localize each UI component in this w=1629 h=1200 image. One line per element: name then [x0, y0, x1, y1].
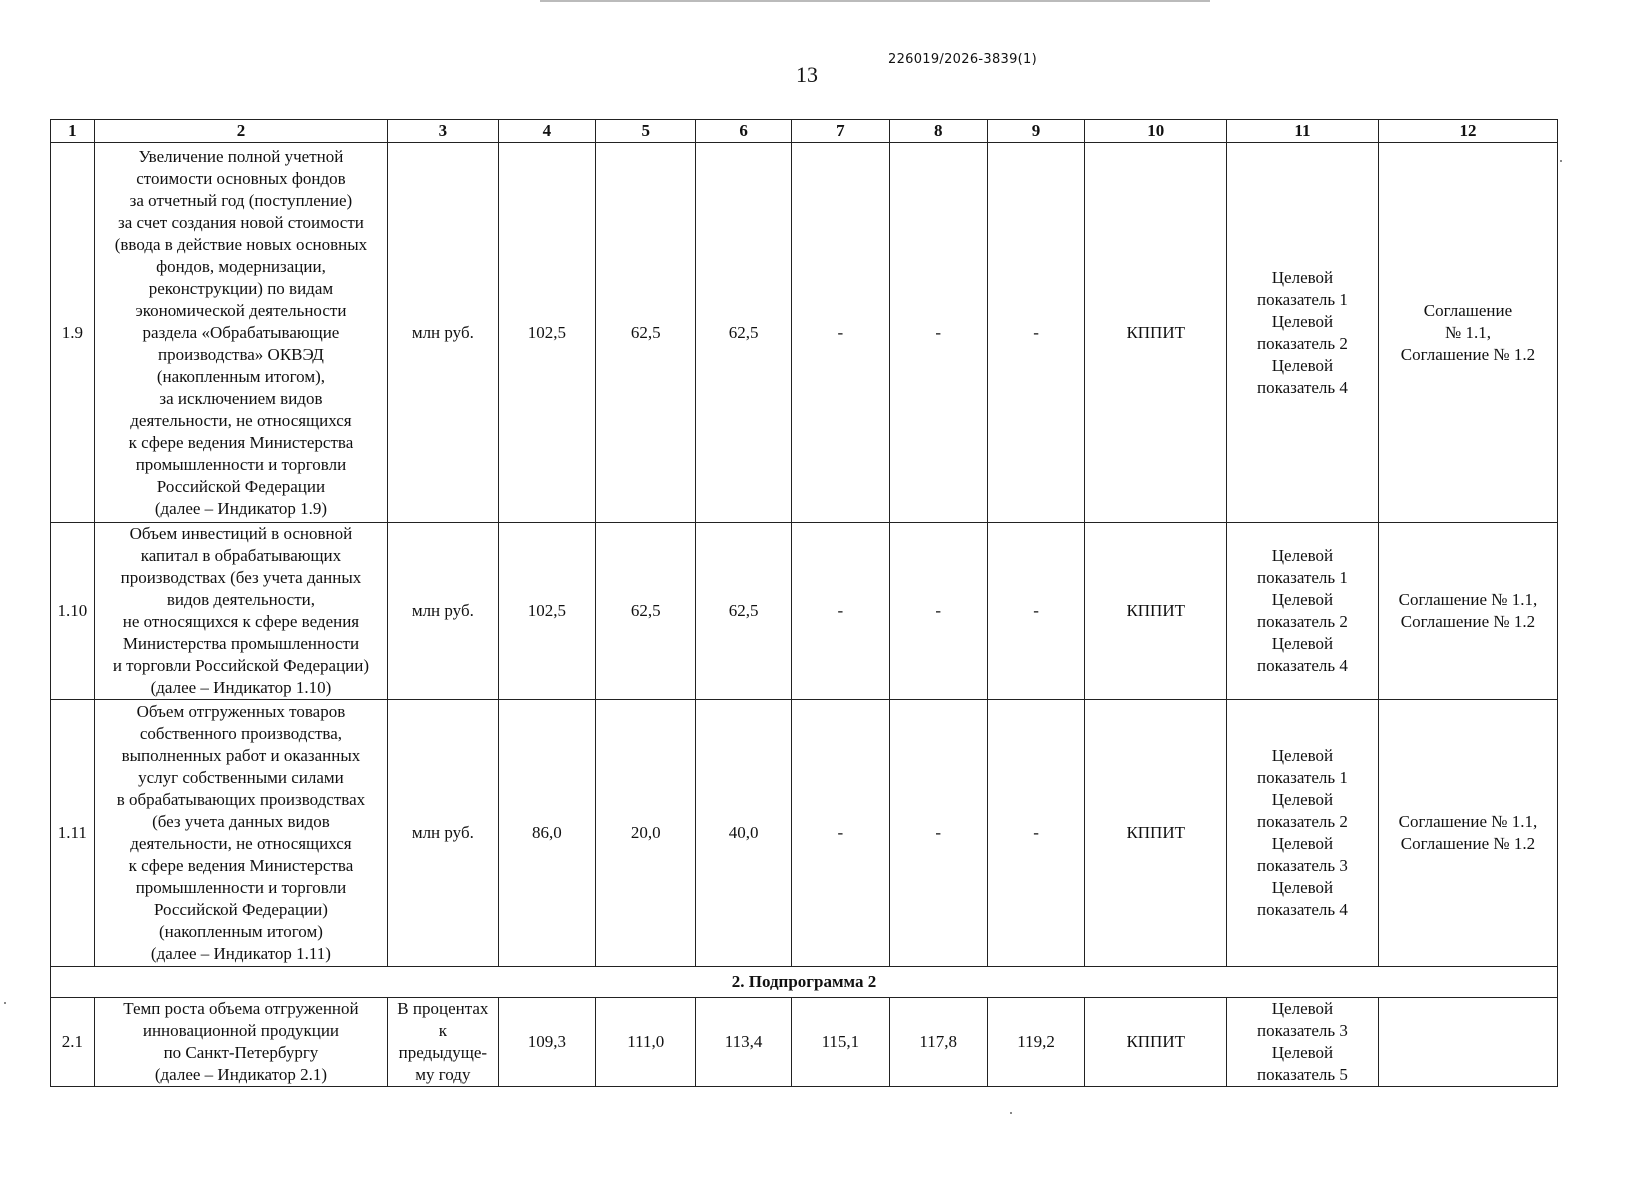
target-indicators-cell: Целевой показатель 1 Целевой показатель 2 Целевой показатель 4 [1226, 143, 1378, 523]
responsible-cell: КППИТ [1085, 143, 1227, 523]
value-cell: - [889, 143, 987, 523]
value-cell: 117,8 [889, 998, 987, 1087]
table-row-indicator-1-11 [51, 700, 1558, 967]
column-header: 11 [1226, 120, 1378, 143]
indicator-name: Объем инвестиций в основной капитал в обрабатывающих производствах (без учета данных видов деятельности, не относящихся к сфере ведения Министерства промышленности и торговли Российской Федерации) (далее – Индикатор 1.10) [94, 523, 387, 700]
value-cell: 86,0 [498, 700, 596, 967]
value-cell: 62,5 [696, 143, 792, 523]
scan-top-edge [540, 0, 1210, 2]
value-cell: - [791, 143, 889, 523]
scan-speck [1010, 1112, 1012, 1114]
target-indicators-cell: Целевой показатель 1 Целевой показатель 2 Целевой показатель 4 [1226, 523, 1378, 700]
document-id: 226019/2026-3839(1) [888, 52, 1037, 67]
value-cell: 62,5 [596, 523, 696, 700]
value-cell: 111,0 [596, 998, 696, 1087]
unit-cell: млн руб. [388, 143, 498, 523]
column-header: 6 [696, 120, 792, 143]
column-header: 7 [791, 120, 889, 143]
scan-speck [1560, 160, 1562, 162]
column-header: 8 [889, 120, 987, 143]
value-cell: 40,0 [696, 700, 792, 967]
column-header: 9 [987, 120, 1085, 143]
row-number: 1.10 [51, 523, 95, 700]
unit-cell: млн руб. [388, 523, 498, 700]
column-header: 12 [1378, 120, 1557, 143]
agreement-cell: Соглашение № 1.1, Соглашение № 1.2 [1378, 143, 1557, 523]
value-cell: - [987, 523, 1085, 700]
indicator-name: Увеличение полной учетной стоимости основных фондов за отчетный год (поступление) за счет создания новой стоимости (ввода в действие новых основных фондов, модернизации, реконструкции) по видам экономической деятельности раздела «Обрабатывающие производства» ОКВЭД (накопленным итогом), за исключением видов деятельности, не относящихся к сфере ведения Министерства промышленности и торговли Российской Федерации (далее – Индикатор 1.9) [94, 143, 387, 523]
row-number: 1.11 [51, 700, 95, 967]
target-indicators-cell: Целевой показатель 3 Целевой показатель 5 [1226, 998, 1378, 1087]
indicator-name: Объем отгруженных товаров собственного производства, выполненных работ и оказанных услуг собственными силами в обрабатывающих производствах (без учета данных видов деятельности, не относящихся к сфере ведения Министерства промышленности и торговли Российской Федерации) (накопленным итогом) (далее – Индикатор 1.11) [94, 700, 387, 967]
column-header: 5 [596, 120, 696, 143]
value-cell: 119,2 [987, 998, 1085, 1087]
section-title: 2. Подпрограмма 2 [51, 967, 1558, 998]
value-cell: - [791, 700, 889, 967]
scan-speck [4, 1002, 6, 1004]
row-number: 1.9 [51, 143, 95, 523]
agreement-cell: Соглашение № 1.1, Соглашение № 1.2 [1378, 523, 1557, 700]
column-header: 1 [51, 120, 95, 143]
section-header-row [51, 967, 1558, 998]
responsible-cell: КППИТ [1085, 523, 1227, 700]
value-cell: - [987, 143, 1085, 523]
table-row-indicator-2-1 [51, 998, 1558, 1087]
value-cell: - [791, 523, 889, 700]
value-cell: 62,5 [596, 143, 696, 523]
agreement-cell [1378, 998, 1557, 1087]
value-cell: 62,5 [696, 523, 792, 700]
unit-cell: В процентах к предыдуще- му году [388, 998, 498, 1087]
value-cell: 115,1 [791, 998, 889, 1087]
column-header: 4 [498, 120, 596, 143]
responsible-cell: КППИТ [1085, 998, 1227, 1087]
unit-cell: млн руб. [388, 700, 498, 967]
table-row-indicator-1-10 [51, 523, 1558, 700]
indicator-name: Темп роста объема отгруженной инновационной продукции по Санкт-Петербургу (далее – Индикатор 2.1) [94, 998, 387, 1087]
value-cell: 102,5 [498, 523, 596, 700]
column-header: 10 [1085, 120, 1227, 143]
value-cell: - [889, 700, 987, 967]
indicators-table [50, 119, 1558, 1087]
target-indicators-cell: Целевой показатель 1 Целевой показатель 2 Целевой показатель 3 Целевой показатель 4 [1226, 700, 1378, 967]
value-cell: 20,0 [596, 700, 696, 967]
value-cell: - [987, 700, 1085, 967]
page-number: 13 [796, 62, 818, 87]
table-row-indicator-1-9 [51, 143, 1558, 523]
responsible-cell: КППИТ [1085, 700, 1227, 967]
column-header: 2 [94, 120, 387, 143]
row-number: 2.1 [51, 998, 95, 1087]
column-number-row [51, 120, 1558, 143]
value-cell: 109,3 [498, 998, 596, 1087]
value-cell: 113,4 [696, 998, 792, 1087]
value-cell: - [889, 523, 987, 700]
value-cell: 102,5 [498, 143, 596, 523]
column-header: 3 [388, 120, 498, 143]
agreement-cell: Соглашение № 1.1, Соглашение № 1.2 [1378, 700, 1557, 967]
